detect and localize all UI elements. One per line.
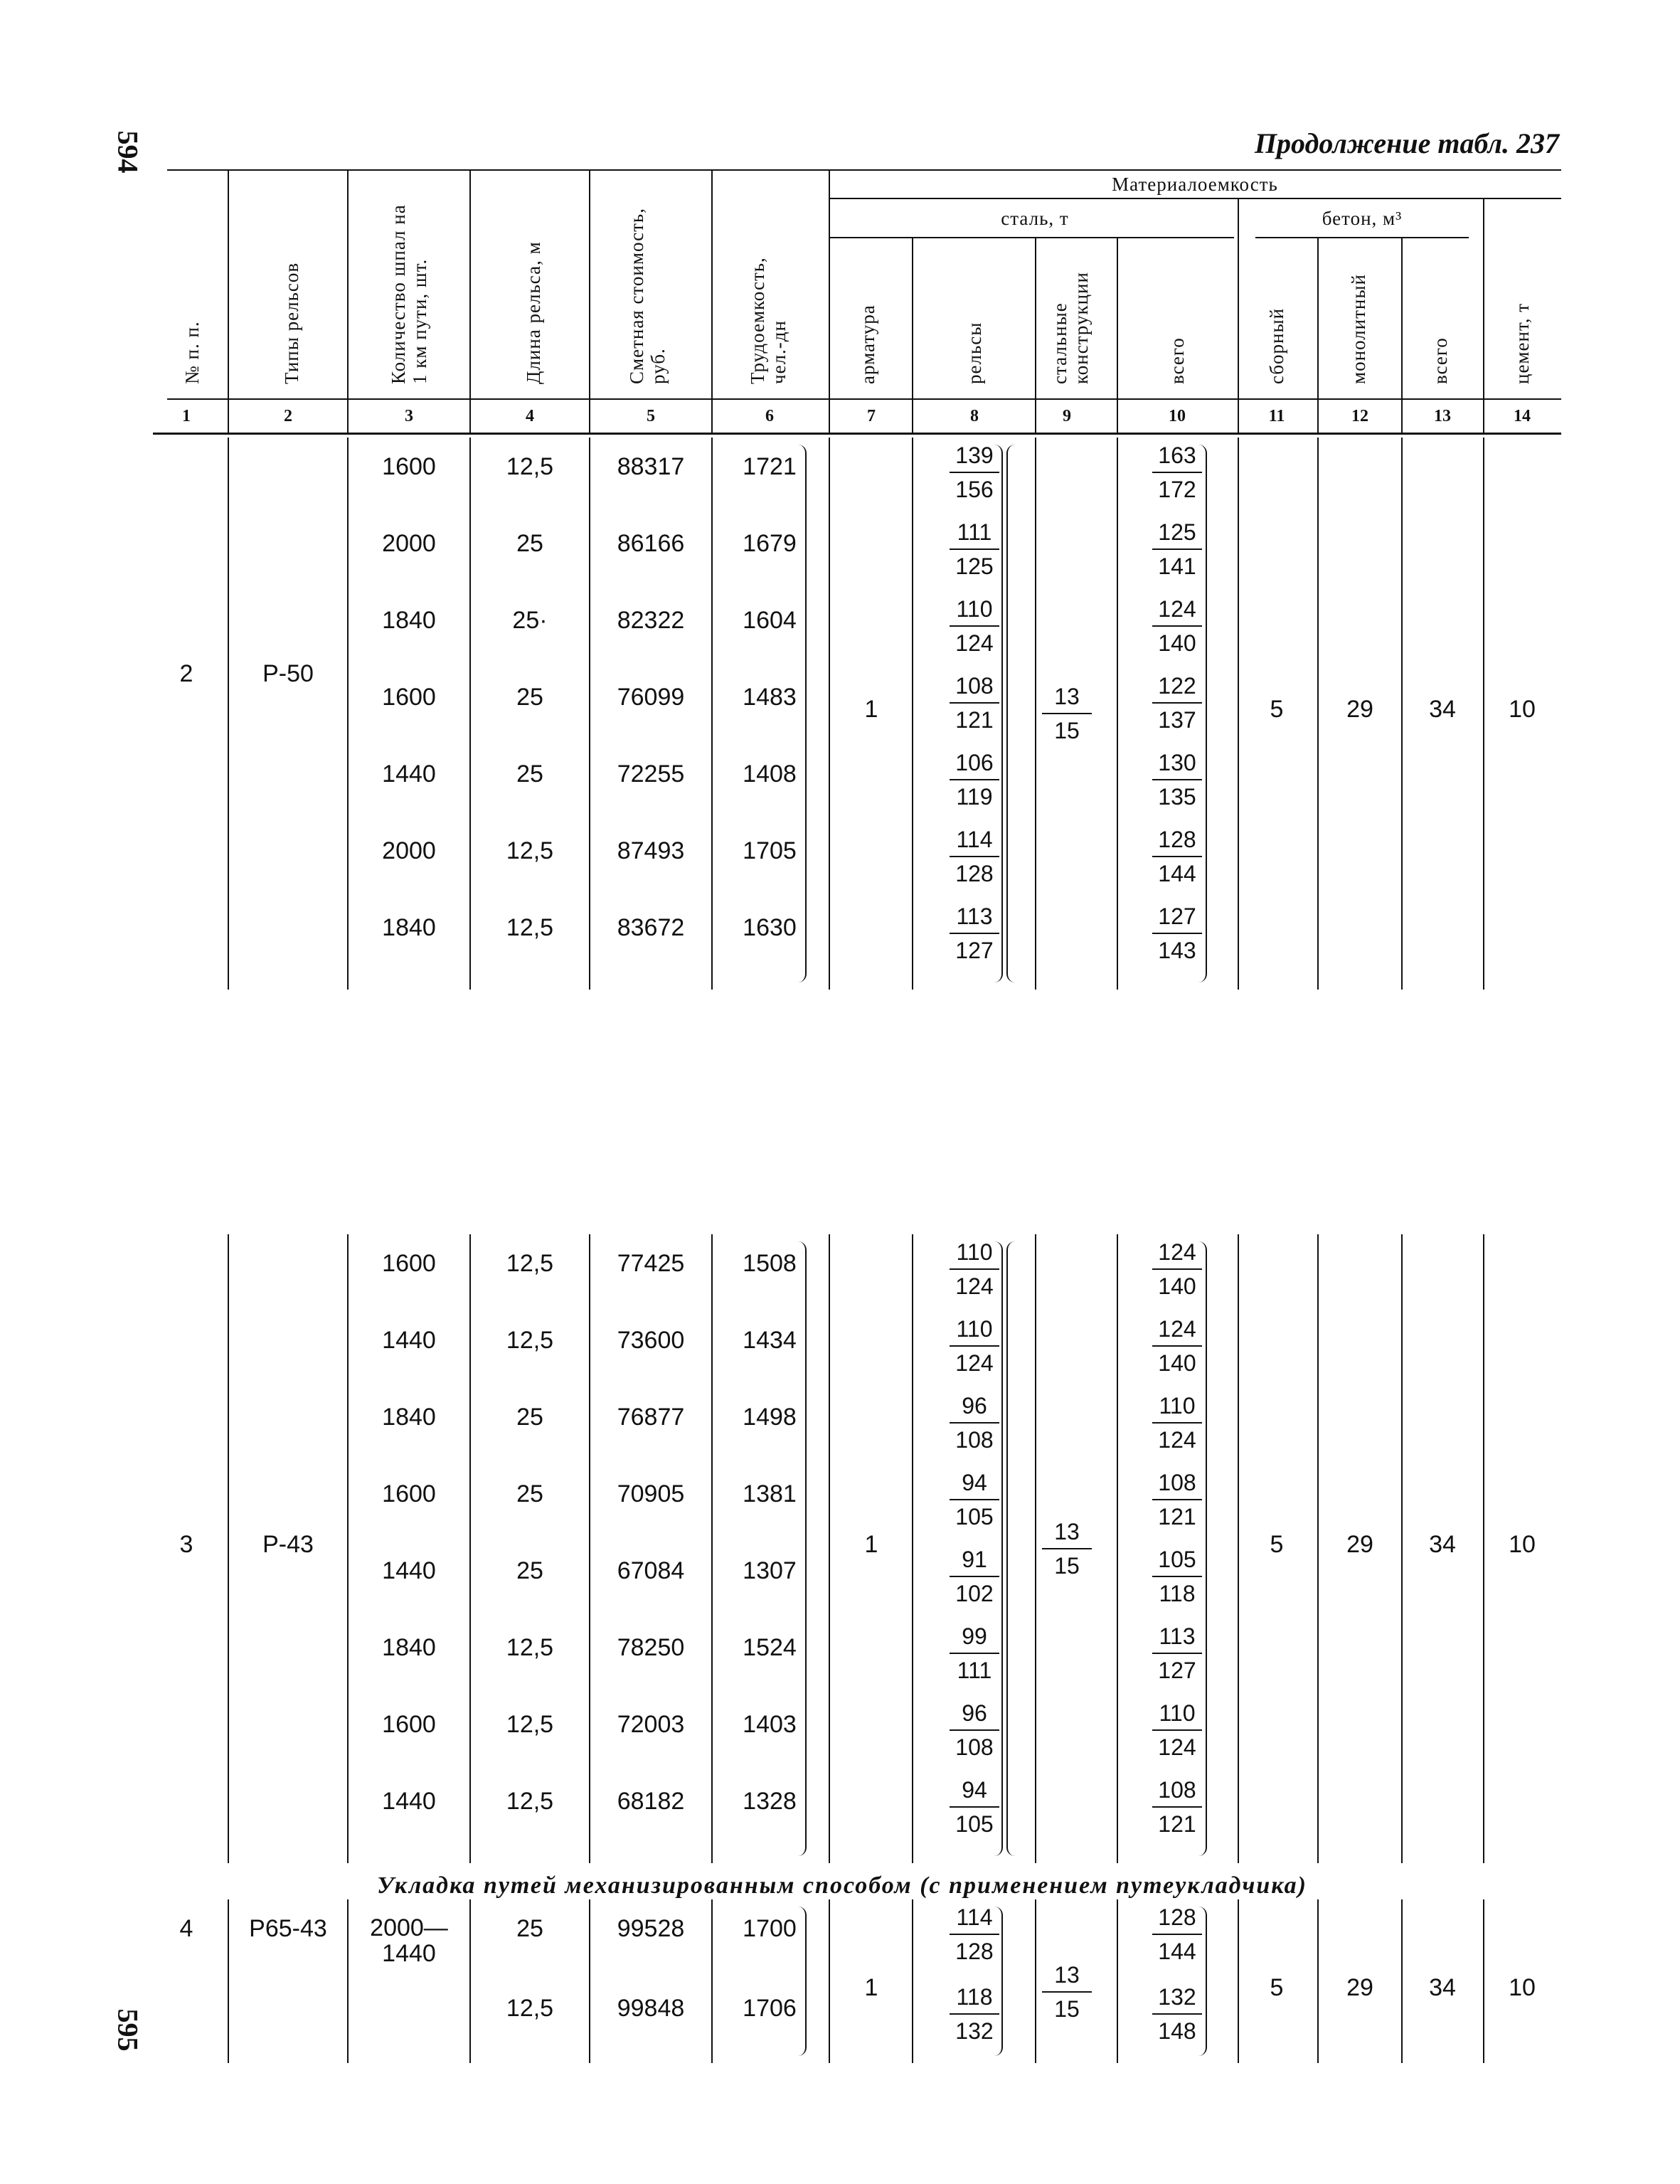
header-rail-type: Типы рельсов bbox=[281, 262, 302, 384]
numerator: 96 bbox=[950, 1697, 999, 1731]
page-number-right: 595 bbox=[112, 2008, 144, 2052]
numerator: 106 bbox=[950, 746, 999, 780]
numerator: 130 bbox=[1152, 746, 1202, 780]
numerator: 94 bbox=[950, 1466, 999, 1500]
cement: 10 bbox=[1509, 696, 1536, 723]
denominator: 119 bbox=[956, 784, 993, 810]
rails-fraction bbox=[950, 439, 999, 506]
numerator: 124 bbox=[1152, 1313, 1202, 1347]
denominator: 128 bbox=[955, 861, 994, 886]
labor-cost: 1403 bbox=[743, 1711, 797, 1738]
section-subtitle: Укладка путей механизированным способом (с применением путеукладчика) bbox=[377, 1872, 1307, 1899]
denominator: 125 bbox=[955, 553, 994, 579]
numerator: 122 bbox=[1152, 669, 1202, 704]
steel-total-fraction bbox=[1152, 746, 1202, 813]
column-number: 1 bbox=[182, 407, 191, 425]
denominator: 15 bbox=[1054, 1996, 1080, 2022]
estimated-cost: 68182 bbox=[617, 1788, 685, 1815]
denominator: 172 bbox=[1158, 477, 1196, 502]
steel-total-fraction bbox=[1152, 1774, 1202, 1840]
column-rule bbox=[469, 1234, 471, 1863]
denominator: 124 bbox=[955, 1273, 994, 1299]
denominator: 135 bbox=[1158, 784, 1196, 810]
labor-cost: 1721 bbox=[743, 453, 797, 480]
denominator: 140 bbox=[1158, 1273, 1196, 1299]
column-number: 8 bbox=[970, 407, 979, 425]
denominator: 140 bbox=[1158, 630, 1196, 656]
row-number: 2 bbox=[179, 660, 193, 687]
steel-structures-fraction bbox=[1042, 1958, 1092, 2025]
armature: 1 bbox=[864, 1974, 878, 2001]
steel-total-fraction bbox=[1152, 669, 1202, 736]
column-number: 14 bbox=[1514, 407, 1531, 425]
header-prefab: сборный bbox=[1266, 307, 1287, 384]
sleeper-count: 1840 bbox=[382, 607, 436, 634]
column-rule bbox=[469, 1899, 471, 2063]
denominator: 102 bbox=[955, 1581, 994, 1606]
sleeper-count: 1600 bbox=[382, 1480, 436, 1507]
sleeper-count: 2000— 1440 bbox=[370, 1914, 448, 1967]
rails-fraction bbox=[950, 1543, 999, 1610]
estimated-cost: 99528 bbox=[617, 1915, 685, 1942]
numerator: 108 bbox=[950, 669, 999, 704]
rail-length: 12,5 bbox=[506, 1788, 554, 1815]
concrete-total: 34 bbox=[1429, 1974, 1456, 2001]
monolith-concrete: 29 bbox=[1346, 1974, 1373, 2001]
numerator: 163 bbox=[1152, 439, 1202, 473]
rails-fraction bbox=[950, 1981, 999, 2047]
column-rule bbox=[347, 1234, 349, 1863]
steel-total-fraction bbox=[1152, 823, 1202, 890]
page-number-left: 594 bbox=[112, 130, 144, 174]
sleeper-count: 1840 bbox=[382, 1404, 436, 1431]
rail-length: 25 bbox=[516, 1915, 543, 1942]
numerator: 110 bbox=[1152, 1697, 1202, 1731]
rails-fraction bbox=[950, 1313, 999, 1379]
sleeper-count: 1440 bbox=[382, 1327, 436, 1354]
rail-type: Р65-43 bbox=[249, 1915, 327, 1942]
estimated-cost: 78250 bbox=[617, 1634, 685, 1661]
column-rule bbox=[347, 438, 349, 990]
denominator: 140 bbox=[1158, 1350, 1196, 1376]
cement: 10 bbox=[1509, 1531, 1536, 1558]
labor-cost: 1508 bbox=[743, 1250, 797, 1277]
rails-fraction bbox=[950, 1236, 999, 1303]
numerator: 132 bbox=[1152, 1981, 1202, 2015]
rails-fraction bbox=[950, 1466, 999, 1533]
labor-cost: 1434 bbox=[743, 1327, 797, 1354]
column-rule bbox=[469, 438, 471, 990]
numerator: 114 bbox=[950, 1901, 999, 1935]
column-rule bbox=[589, 438, 590, 990]
steel-structure-brace bbox=[1006, 445, 1015, 982]
estimated-cost: 88317 bbox=[617, 453, 685, 480]
rails-fraction bbox=[950, 1620, 999, 1687]
labor-cost: 1408 bbox=[743, 760, 797, 788]
numerator: 99 bbox=[950, 1620, 999, 1654]
column-number: 12 bbox=[1351, 407, 1368, 425]
steel-total-fraction bbox=[1152, 1697, 1202, 1764]
rails-fraction bbox=[950, 823, 999, 890]
concrete-total: 34 bbox=[1429, 696, 1456, 723]
numerator: 13 bbox=[1042, 1958, 1092, 1993]
steel-total-fraction bbox=[1152, 593, 1202, 659]
sleeper-count: 1840 bbox=[382, 1634, 436, 1661]
denominator: 143 bbox=[1158, 938, 1196, 963]
steel-total-fraction bbox=[1152, 1313, 1202, 1379]
column-rule bbox=[1035, 438, 1036, 990]
labor-cost: 1328 bbox=[743, 1788, 797, 1815]
numerator: 94 bbox=[950, 1774, 999, 1808]
steel-total-fraction bbox=[1152, 1620, 1202, 1687]
rails-fraction bbox=[950, 516, 999, 583]
rails-fraction bbox=[950, 1774, 999, 1840]
header-cement: цемент, т bbox=[1511, 302, 1533, 384]
concrete-total: 34 bbox=[1429, 1531, 1456, 1558]
estimated-cost: 67084 bbox=[617, 1557, 685, 1584]
labor-cost: 1381 bbox=[743, 1480, 797, 1507]
steel-structures-fraction bbox=[1042, 680, 1092, 747]
sleeper-count: 1440 bbox=[382, 760, 436, 788]
estimated-cost: 76877 bbox=[617, 1404, 685, 1431]
numerator: 110 bbox=[950, 593, 999, 627]
numerator: 113 bbox=[950, 900, 999, 934]
monolith-concrete: 29 bbox=[1346, 1531, 1373, 1558]
sleeper-count: 1840 bbox=[382, 914, 436, 941]
armature: 1 bbox=[864, 696, 878, 723]
column-rule bbox=[1117, 1899, 1118, 2063]
rail-length: 12,5 bbox=[506, 914, 554, 941]
column-rule bbox=[589, 1234, 590, 1863]
numerator: 113 bbox=[1152, 1620, 1202, 1654]
header-armature: арматура bbox=[857, 304, 878, 384]
monolith-concrete: 29 bbox=[1346, 696, 1373, 723]
numerator: 96 bbox=[950, 1389, 999, 1424]
rails-fraction bbox=[950, 593, 999, 659]
header-rail-length: Длина рельса, м bbox=[523, 241, 544, 384]
column-number: 13 bbox=[1434, 407, 1451, 425]
denominator: 108 bbox=[955, 1427, 994, 1453]
column-rule bbox=[1035, 1234, 1036, 1863]
header-sleeper-count: Количество шпал на 1 км пути, шт. bbox=[388, 204, 430, 384]
header-number: № п. п. bbox=[181, 321, 203, 384]
estimated-cost: 72255 bbox=[617, 760, 685, 788]
row-number: 4 bbox=[179, 1915, 193, 1942]
rail-length: 12,5 bbox=[506, 1711, 554, 1738]
denominator: 156 bbox=[955, 477, 994, 502]
denominator: 121 bbox=[955, 707, 994, 733]
column-number: 6 bbox=[765, 407, 774, 425]
rail-length: 12,5 bbox=[506, 1327, 554, 1354]
rail-length: 25 bbox=[516, 760, 543, 788]
header-material: Материалоемкость bbox=[1112, 174, 1278, 195]
rail-length: 12,5 bbox=[506, 1995, 554, 2022]
numerator: 110 bbox=[950, 1236, 999, 1270]
steel-structure-brace bbox=[1006, 1241, 1015, 1856]
denominator: 124 bbox=[955, 630, 994, 656]
denominator: 118 bbox=[1159, 1581, 1196, 1606]
rails-fraction bbox=[950, 1901, 999, 1968]
header-steel-structures: стальные конструкции bbox=[1049, 272, 1092, 384]
sleeper-count: 1600 bbox=[382, 684, 436, 711]
column-number: 3 bbox=[405, 407, 413, 425]
rail-length: 25 bbox=[516, 530, 543, 557]
rails-brace bbox=[994, 1241, 1003, 1856]
denominator: 144 bbox=[1158, 861, 1196, 886]
rails-fraction bbox=[950, 1697, 999, 1764]
denominator: 105 bbox=[955, 1504, 994, 1530]
column-number: 5 bbox=[647, 407, 655, 425]
labor-cost: 1498 bbox=[743, 1404, 797, 1431]
header-cost: Сметная стоимость, руб. bbox=[626, 208, 669, 384]
numerator: 124 bbox=[1152, 1236, 1202, 1270]
denominator: 137 bbox=[1158, 707, 1196, 733]
sleeper-count: 1440 bbox=[382, 1557, 436, 1584]
rails-fraction bbox=[950, 669, 999, 736]
header-concrete: бетон, м³ bbox=[1322, 208, 1403, 229]
steel-total-fraction bbox=[1152, 1389, 1202, 1456]
estimated-cost: 99848 bbox=[617, 1995, 685, 2022]
column-number: 7 bbox=[867, 407, 876, 425]
sleeper-count: 1600 bbox=[382, 1711, 436, 1738]
column-rule bbox=[1117, 438, 1118, 990]
denominator: 124 bbox=[1158, 1427, 1196, 1453]
denominator: 127 bbox=[1158, 1658, 1196, 1683]
numerator: 13 bbox=[1042, 1515, 1092, 1549]
denominator: 124 bbox=[955, 1350, 994, 1376]
denominator: 111 bbox=[957, 1658, 992, 1683]
estimated-cost: 70905 bbox=[617, 1480, 685, 1507]
cement: 10 bbox=[1509, 1974, 1536, 2001]
column-number: 9 bbox=[1063, 407, 1071, 425]
numerator: 118 bbox=[950, 1981, 999, 2015]
column-number: 4 bbox=[526, 407, 534, 425]
denominator: 132 bbox=[955, 2018, 994, 2044]
column-rule bbox=[589, 1899, 590, 2063]
rail-length: 25· bbox=[512, 607, 548, 634]
rails-fraction bbox=[950, 1389, 999, 1456]
numerator: 114 bbox=[950, 823, 999, 857]
prefab-concrete: 5 bbox=[1270, 1974, 1284, 2001]
numerator: 128 bbox=[1152, 1901, 1202, 1935]
numerator: 91 bbox=[950, 1543, 999, 1577]
total-brace bbox=[1198, 1241, 1207, 1856]
denominator: 128 bbox=[955, 1939, 994, 1964]
numerator: 13 bbox=[1042, 680, 1092, 714]
rail-length: 25 bbox=[516, 1480, 543, 1507]
denominator: 121 bbox=[1158, 1504, 1196, 1530]
rail-type: Р-43 bbox=[262, 1531, 314, 1558]
total-brace bbox=[1198, 1907, 1207, 2056]
rail-length: 25 bbox=[516, 684, 543, 711]
numerator: 111 bbox=[950, 516, 999, 550]
steel-total-fraction bbox=[1152, 1236, 1202, 1303]
rails-brace bbox=[994, 445, 1003, 982]
rail-length: 25 bbox=[516, 1404, 543, 1431]
numerator: 108 bbox=[1152, 1466, 1202, 1500]
header-steel: сталь, т bbox=[1001, 208, 1069, 229]
header-labor: Трудоемкость, чел.-дн bbox=[747, 257, 790, 384]
numerator: 108 bbox=[1152, 1774, 1202, 1808]
rail-type: Р-50 bbox=[262, 660, 314, 687]
labor-cost: 1679 bbox=[743, 530, 797, 557]
numerator: 110 bbox=[950, 1313, 999, 1347]
denominator: 148 bbox=[1158, 2018, 1196, 2044]
labor-cost: 1604 bbox=[743, 607, 797, 634]
numerator: 127 bbox=[1152, 900, 1202, 934]
denominator: 144 bbox=[1158, 1939, 1196, 1964]
header-rails: рельсы bbox=[964, 322, 985, 384]
estimated-cost: 73600 bbox=[617, 1327, 685, 1354]
rail-length: 25 bbox=[516, 1557, 543, 1584]
denominator: 108 bbox=[955, 1734, 994, 1760]
steel-structures-fraction bbox=[1042, 1515, 1092, 1582]
rail-length: 12,5 bbox=[506, 453, 554, 480]
row-number: 3 bbox=[179, 1531, 193, 1558]
estimated-cost: 76099 bbox=[617, 684, 685, 711]
numerator: 110 bbox=[1152, 1389, 1202, 1424]
sleeper-count: 2000 bbox=[382, 837, 436, 864]
estimated-cost: 86166 bbox=[617, 530, 685, 557]
continuation-title: Продолжение табл. 237 bbox=[1254, 127, 1559, 159]
rail-length: 12,5 bbox=[506, 837, 554, 864]
prefab-concrete: 5 bbox=[1270, 1531, 1284, 1558]
sleeper-count: 2000 bbox=[382, 530, 436, 557]
steel-total-fraction bbox=[1152, 900, 1202, 967]
denominator: 15 bbox=[1054, 718, 1080, 743]
denominator: 121 bbox=[1158, 1811, 1196, 1837]
labor-cost: 1630 bbox=[743, 914, 797, 941]
estimated-cost: 72003 bbox=[617, 1711, 685, 1738]
steel-total-fraction bbox=[1152, 439, 1202, 506]
sleeper-count: 1600 bbox=[382, 1250, 436, 1277]
labor-brace bbox=[798, 1907, 807, 2056]
labor-cost: 1307 bbox=[743, 1557, 797, 1584]
header-steel-total: всего bbox=[1166, 337, 1188, 384]
sleeper-count: 1600 bbox=[382, 453, 436, 480]
numerator: 139 bbox=[950, 439, 999, 473]
labor-cost: 1700 bbox=[743, 1915, 797, 1942]
armature: 1 bbox=[864, 1531, 878, 1558]
rails-fraction bbox=[950, 746, 999, 813]
column-rule bbox=[228, 438, 229, 990]
labor-cost: 1706 bbox=[743, 1995, 797, 2022]
estimated-cost: 82322 bbox=[617, 607, 685, 634]
total-brace bbox=[1198, 445, 1207, 982]
header-concrete-total: всего bbox=[1430, 337, 1451, 384]
numerator: 124 bbox=[1152, 593, 1202, 627]
sleeper-count: 1440 bbox=[382, 1788, 436, 1815]
column-rule bbox=[1035, 1899, 1036, 2063]
prefab-concrete: 5 bbox=[1270, 696, 1284, 723]
rail-length: 12,5 bbox=[506, 1634, 554, 1661]
labor-brace bbox=[798, 445, 807, 982]
labor-brace bbox=[798, 1241, 807, 1856]
denominator: 141 bbox=[1158, 553, 1196, 579]
labor-cost: 1483 bbox=[743, 684, 797, 711]
steel-total-fraction bbox=[1152, 516, 1202, 583]
column-number: 11 bbox=[1268, 407, 1285, 425]
header-monolith: монолитный bbox=[1348, 274, 1369, 384]
estimated-cost: 83672 bbox=[617, 914, 685, 941]
denominator: 124 bbox=[1158, 1734, 1196, 1760]
denominator: 15 bbox=[1054, 1553, 1080, 1579]
column-rule bbox=[711, 438, 713, 990]
estimated-cost: 87493 bbox=[617, 837, 685, 864]
column-number: 2 bbox=[284, 407, 292, 425]
rails-brace bbox=[994, 1907, 1003, 2056]
rail-length: 12,5 bbox=[506, 1250, 554, 1277]
labor-cost: 1524 bbox=[743, 1634, 797, 1661]
numerator: 105 bbox=[1152, 1543, 1202, 1577]
column-rule bbox=[1117, 1234, 1118, 1863]
numerator: 125 bbox=[1152, 516, 1202, 550]
numerator: 128 bbox=[1152, 823, 1202, 857]
column-number: 10 bbox=[1169, 407, 1186, 425]
labor-cost: 1705 bbox=[743, 837, 797, 864]
column-rule bbox=[347, 1899, 349, 2063]
steel-total-fraction bbox=[1152, 1466, 1202, 1533]
denominator: 105 bbox=[955, 1811, 994, 1837]
steel-total-fraction bbox=[1152, 1981, 1202, 2047]
rails-fraction bbox=[950, 900, 999, 967]
steel-total-fraction bbox=[1152, 1901, 1202, 1968]
steel-total-fraction bbox=[1152, 1543, 1202, 1610]
denominator: 127 bbox=[955, 938, 994, 963]
estimated-cost: 77425 bbox=[617, 1250, 685, 1277]
